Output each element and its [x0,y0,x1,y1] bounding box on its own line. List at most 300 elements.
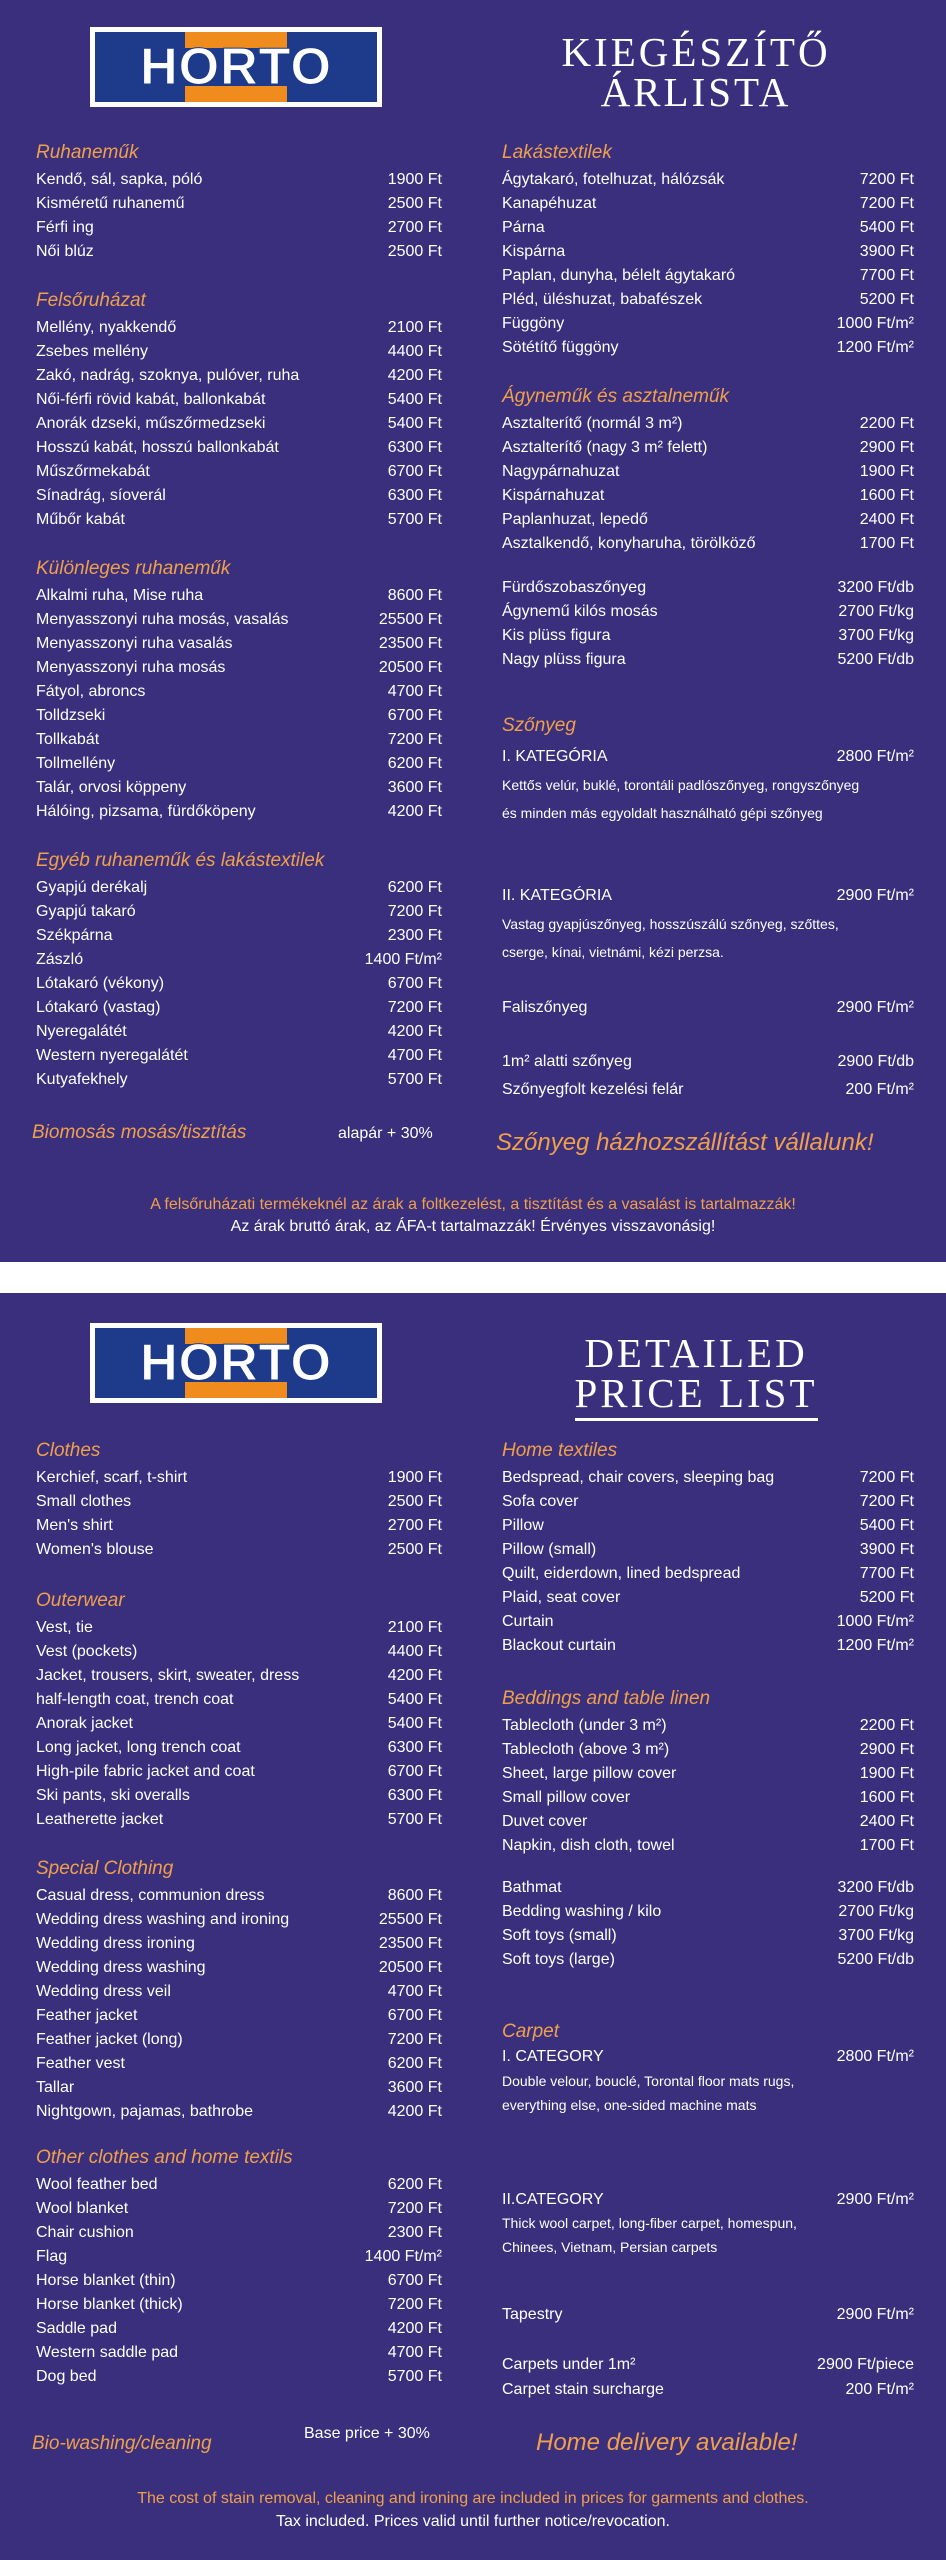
item-price: 3700 Ft/kg [838,627,914,644]
item-price: 2900 Ft/m² [836,2306,914,2323]
item-price: 7200 Ft [387,2200,442,2217]
price-row [36,508,442,532]
price-row [502,412,914,436]
price-row [36,776,442,800]
page-title [486,29,906,115]
carpet-stain [502,1078,914,1102]
item-name: Jacket, trousers, skirt, sweater, dress [36,1667,300,1684]
item-name: Mellény, nyakkendő [36,319,177,336]
carpet-small [502,1050,914,1074]
price-row [36,2269,442,2293]
item-price: 5400 Ft [387,1691,442,1708]
item-name: Vest (pockets) [36,1643,138,1660]
item-price: 7200 Ft [859,1469,914,1486]
item-name: Pléd, üléshuzat, babafészek [502,291,703,308]
item-price: 1900 Ft [387,1469,442,1486]
price-row [36,656,442,680]
item-price: 7200 Ft [387,2031,442,2048]
item-price: 4700 Ft [387,2344,442,2361]
item-name: Menyasszonyi ruha vasalás [36,635,233,652]
price-row [502,168,914,192]
item-price: 6300 Ft [387,1739,442,1756]
price-row [36,436,442,460]
item-price: 23500 Ft [378,1935,442,1952]
price-row [502,624,914,648]
item-name: Sínadrág, síoverál [36,487,166,504]
item-price: 6200 Ft [387,755,442,772]
item-price: 3600 Ft [387,779,442,796]
price-row [502,1924,914,1948]
item-price: 3700 Ft/kg [838,1927,914,1944]
item-price: 2800 Ft/m² [836,748,914,765]
price-row [36,2028,442,2052]
item-name: Bathmat [502,1879,562,1896]
item-name: Quilt, eiderdown, lined bedspread [502,1565,741,1582]
price-list-english [0,1293,946,2560]
price-row [502,648,914,672]
price-row [36,1514,442,1538]
item-name: Gyapjú takaró [36,903,136,920]
item-name: Paplanhuzat, lepedő [502,511,648,528]
item-name: Bedding washing / kilo [502,1903,662,1920]
price-row [36,2052,442,2076]
item-price: 1600 Ft [859,487,914,504]
item-name: Kisméretű ruhanemű [36,195,185,212]
price-row [36,1466,442,1490]
title-line-1: KIEGÉSZÍTŐ [561,29,831,75]
item-name: Tablecloth (under 3 m²) [502,1717,667,1734]
item-name: Wedding dress veil [36,1983,171,2000]
item-price: 4200 Ft [387,803,442,820]
price-row [36,216,442,240]
price-row [502,264,914,288]
item-name: Nightgown, pajamas, bathrobe [36,2103,254,2120]
carpet-category-1 [502,745,914,769]
item-name: Kanapéhuzat [502,195,597,212]
carpet-wall [502,2303,914,2327]
price-row [36,1760,442,1784]
carpet-category-2 [502,884,914,908]
item-price: 2700 Ft/kg [838,603,914,620]
item-name: Asztalkendő, konyharuha, törölköző [502,535,756,552]
price-row [502,1466,914,1490]
item-name: Műbőr kabát [36,511,125,528]
item-name: Alkalmi ruha, Mise ruha [36,587,204,604]
item-price: 3600 Ft [387,2079,442,2096]
section-heading-felsoruhazat: Felsőruházat [36,290,146,311]
item-name: Szőnyegfolt kezelési felár [502,1081,684,1098]
item-name: Vest, tie [36,1619,93,1636]
item-name: Kispárnahuzat [502,487,605,504]
item-name: Függöny [502,315,565,332]
price-row [36,728,442,752]
item-name: Nyeregalátét [36,1023,127,1040]
price-row [502,1900,914,1924]
price-row [502,1810,914,1834]
price-row [36,2076,442,2100]
price-row [36,2365,442,2389]
section-heading-home-textiles: Home textiles [502,1440,618,1461]
item-name: Gyapjú derékalj [36,879,148,896]
item-price: 1000 Ft/m² [836,1613,914,1630]
item-name: Tablecloth (above 3 m²) [502,1741,670,1758]
carpet-category-2-note: Thick wool carpet, long-fiber carpet, homespun, Chinees, Vietnam, Persian carpets [502,2215,797,2255]
item-price: 2900 Ft [859,1741,914,1758]
delivery-notice: Home delivery available! [536,2429,798,2456]
item-price: 5700 Ft [387,1071,442,1088]
price-row [502,1738,914,1762]
item-price: 2500 Ft [387,243,442,260]
item-name: Székpárna [36,927,113,944]
item-name: Fátyol, abroncs [36,683,146,700]
item-name: Western nyeregalátét [36,1047,188,1064]
item-name: Plaid, seat cover [502,1589,621,1606]
item-price: 6700 Ft [387,2007,442,2024]
price-row [36,1884,442,1908]
item-price: 8600 Ft [387,1887,442,1904]
item-price: 2700 Ft [387,1517,442,1534]
item-name: Napkin, dish cloth, towel [502,1837,675,1854]
item-name: I. KATEGÓRIA [502,748,608,765]
item-price: 5400 Ft [859,1517,914,1534]
item-name: II.CATEGORY [502,2191,604,2208]
price-row [502,1610,914,1634]
item-price: 2900 Ft/m² [836,887,914,904]
item-price: 20500 Ft [378,1959,442,1976]
price-row [36,1784,442,1808]
item-name: 1m² alatti szőnyeg [502,1053,632,1070]
item-price: 2400 Ft [859,511,914,528]
price-row [36,2100,442,2124]
item-price: 4200 Ft [387,367,442,384]
item-price: 2900 Ft/m² [836,2191,914,2208]
item-name: Talár, orvosi köppeny [36,779,187,796]
price-row [502,600,914,624]
item-name: Wedding dress ironing [36,1935,195,1952]
price-row [36,608,442,632]
item-name: Wool feather bed [36,2176,158,2193]
price-row [36,704,442,728]
item-price: 6200 Ft [387,2055,442,2072]
item-name: Asztalterítő (nagy 3 m² felett) [502,439,708,456]
logo-text: HORTO [140,38,332,96]
price-row [502,240,914,264]
item-price: 6700 Ft [387,463,442,480]
item-name: Flag [36,2248,68,2265]
item-name: Men's shirt [36,1517,113,1534]
item-price: 3200 Ft/db [837,579,914,596]
price-row [36,168,442,192]
item-price: 1900 Ft [387,171,442,188]
item-price: 200 Ft/m² [845,2381,914,2398]
price-row [36,680,442,704]
item-name: Wool blanket [36,2200,129,2217]
price-row [502,1948,914,1972]
price-row [502,1876,914,1900]
item-price: 2900 Ft/piece [817,2356,914,2373]
price-row [36,2004,442,2028]
item-name: I. CATEGORY [502,2048,604,2065]
item-price: 5400 Ft [859,219,914,236]
section-heading-other-clothes-and-home-textils: Other clothes and home textils [36,2147,293,2168]
item-price: 2900 Ft [859,439,914,456]
item-name: Wedding dress washing [36,1959,206,1976]
item-price: 2700 Ft/kg [838,1903,914,1920]
item-name: Small pillow cover [502,1789,631,1806]
item-price: 2300 Ft [387,2224,442,2241]
price-row [502,576,914,600]
item-name: Western saddle pad [36,2344,179,2361]
item-price: 200 Ft/m² [845,1081,914,1098]
item-price: 4400 Ft [387,1643,442,1660]
price-row [36,924,442,948]
item-name: Dog bed [36,2368,97,2385]
item-name: Tapestry [502,2306,563,2323]
section-heading-agynemuk-es-asztalnemuk: Ágyneműk és asztalneműk [502,386,730,407]
item-name: II. KATEGÓRIA [502,887,612,904]
price-row [502,1634,914,1658]
item-price: 1400 Ft/m² [364,2248,442,2265]
item-price: 5200 Ft [859,291,914,308]
price-row [36,1736,442,1760]
price-row [36,2221,442,2245]
item-name: Pillow (small) [502,1541,597,1558]
item-price: 7200 Ft [387,2296,442,2313]
item-price: 5200 Ft [859,1589,914,1606]
horto-logo [90,27,382,107]
section-heading-lakastextilek: Lakástextilek [502,142,612,163]
carpet-category-2 [502,2188,914,2212]
item-price: 3900 Ft [859,1541,914,1558]
footer-validity: Tax included. Prices valid until further notice/revocation. [276,2513,670,2530]
item-price: 7200 Ft [859,171,914,188]
item-name: Műszőrmekabát [36,463,150,480]
item-price: 5400 Ft [387,415,442,432]
item-price: 6300 Ft [387,1787,442,1804]
item-price: 2100 Ft [387,319,442,336]
price-row [36,1664,442,1688]
item-name: Zakó, nadrág, szoknya, pulóver, ruha [36,367,300,384]
item-name: Tollkabát [36,731,100,748]
item-name: Blackout curtain [502,1637,616,1654]
item-price: 2800 Ft/m² [836,2048,914,2065]
carpet-category-1 [502,2045,914,2069]
price-row [36,1640,442,1664]
item-price: 7200 Ft [859,195,914,212]
item-name: Long jacket, long trench coat [36,1739,241,1756]
price-row [36,1044,442,1068]
price-row [36,2341,442,2365]
item-name: Feather jacket [36,2007,138,2024]
bio-washing-price: Base price + 30% [304,2425,430,2442]
item-price: 1700 Ft [859,1837,914,1854]
price-row [36,1808,442,1832]
item-price: 6700 Ft [387,975,442,992]
price-row [36,316,442,340]
item-price: 7700 Ft [859,1565,914,1582]
price-row [502,508,914,532]
item-name: Tallar [36,2079,75,2096]
item-name: Hosszú kabát, hosszú ballonkabát [36,439,279,456]
price-row [502,1562,914,1586]
item-name: Horse blanket (thick) [36,2296,183,2313]
item-price: 2400 Ft [859,1813,914,1830]
price-row [36,240,442,264]
item-name: Soft toys (small) [502,1927,617,1944]
bio-washing-label: Bio-washing/cleaning [32,2433,212,2454]
carpet-category-1-note: Kettős velúr, buklé, torontáli padlószőnyeg, rongyszőnyeg és minden más egyoldalt használható gépi szőnyeg [502,777,860,821]
item-name: Leatherette jacket [36,1811,164,1828]
item-name: Nagy plüss figura [502,651,626,668]
item-name: Women's blouse [36,1541,154,1558]
price-row [36,340,442,364]
item-name: Asztalterítő (normál 3 m²) [502,415,683,432]
item-price: 6300 Ft [387,487,442,504]
item-price: 4700 Ft [387,683,442,700]
item-price: 25500 Ft [378,1911,442,1928]
item-name: Párna [502,219,545,236]
item-price: 2100 Ft [387,1619,442,1636]
item-name: Faliszőnyeg [502,999,588,1016]
item-name: Nagypárnahuzat [502,463,620,480]
price-row [502,336,914,360]
item-price: 2500 Ft [387,195,442,212]
price-row [36,2293,442,2317]
price-row [502,1786,914,1810]
section-heading-outerwear: Outerwear [36,1590,125,1611]
item-price: 1200 Ft/m² [836,1637,914,1654]
item-price: 1000 Ft/m² [836,315,914,332]
section-heading-kulonleges-ruhanemuk: Különleges ruhaneműk [36,558,231,579]
price-row [36,192,442,216]
item-price: 7200 Ft [859,1493,914,1510]
section-heading-special-clothing: Special Clothing [36,1858,174,1879]
price-row [36,460,442,484]
price-row [36,1712,442,1736]
price-row [502,1834,914,1858]
item-price: 5700 Ft [387,2368,442,2385]
carpet-small [502,2353,914,2377]
price-row [36,752,442,776]
carpet-stain [502,2378,914,2402]
item-price: 1900 Ft [859,463,914,480]
item-name: Kendő, sál, sapka, póló [36,171,203,188]
item-name: Soft toys (large) [502,1951,615,1968]
item-price: 2200 Ft [859,1717,914,1734]
price-row [36,1538,442,1562]
item-price: 3900 Ft [859,243,914,260]
item-price: 2900 Ft/m² [836,999,914,1016]
item-name: Fürdőszobaszőnyeg [502,579,647,596]
price-row [502,1538,914,1562]
item-name: Női-férfi rövid kabát, ballonkabát [36,391,266,408]
item-price: 2500 Ft [387,1493,442,1510]
price-list-hungarian [0,0,946,1262]
item-name: Anorák dzseki, műszőrmedzseki [36,415,266,432]
item-name: Chair cushion [36,2224,134,2241]
item-price: 2900 Ft/db [837,1053,914,1070]
item-name: Női blúz [36,243,94,260]
price-row [502,1514,914,1538]
item-name: Feather vest [36,2055,125,2072]
price-row [36,996,442,1020]
price-row [36,412,442,436]
item-price: 6300 Ft [387,439,442,456]
carpet-category-1-note: Double velour, bouclé, Torontal floor mats rugs, everything else, one-sided machine mats [502,2073,795,2113]
price-row [36,1932,442,1956]
price-row [36,1688,442,1712]
footer-note: The cost of stain removal, cleaning and ironing are included in prices for garments and clothes. [137,2490,809,2507]
price-row [502,1714,914,1738]
title-line-1: DETAILED [584,1330,808,1376]
carpet-wall [502,996,914,1020]
item-name: Horse blanket (thin) [36,2272,176,2289]
logo-text: HORTO [140,1334,332,1392]
price-row [36,1068,442,1092]
item-price: 23500 Ft [378,635,442,652]
item-name: Férfi ing [36,219,94,236]
item-name: Feather jacket (long) [36,2031,183,2048]
item-price: 1900 Ft [859,1765,914,1782]
section-heading-ruhanemuk: Ruhaneműk [36,142,139,163]
item-name: Zászló [36,951,84,968]
item-name: Menyasszonyi ruha mosás, vasalás [36,611,289,628]
item-name: Sofa cover [502,1493,579,1510]
item-name: Sötétítő függöny [502,339,619,356]
item-price: 6700 Ft [387,1763,442,1780]
item-name: Zsebes mellény [36,343,149,360]
footer-validity: Az árak bruttó árak, az ÁFA-t tartalmazzák! Érvényes visszavonásig! [230,1218,716,1235]
item-price: 2300 Ft [387,927,442,944]
item-name: Curtain [502,1613,554,1630]
price-row [502,484,914,508]
item-name: Lótakaró (vékony) [36,975,165,992]
price-row [36,948,442,972]
item-price: 1700 Ft [859,535,914,552]
price-row [502,192,914,216]
price-row [502,532,914,556]
price-row [36,972,442,996]
price-row [502,216,914,240]
horto-logo [90,1323,382,1403]
section-heading-beddings-and-table-linen: Beddings and table linen [502,1688,711,1709]
item-name: Sheet, large pillow cover [502,1765,677,1782]
item-price: 1600 Ft [859,1789,914,1806]
price-row [502,288,914,312]
bio-washing-price: alapár + 30% [338,1125,433,1142]
section-heading-egyeb-ruhanemuk-es-lakastextilek: Egyéb ruhaneműk és lakástextilek [36,850,325,871]
item-price: 5700 Ft [387,1811,442,1828]
item-price: 4200 Ft [387,1667,442,1684]
carpet-heading: Szőnyeg [502,715,576,736]
item-name: Kutyafekhely [36,1071,128,1088]
price-row [36,1908,442,1932]
item-name: Paplan, dunyha, bélelt ágytakaró [502,267,736,284]
price-row [502,1762,914,1786]
item-name: Menyasszonyi ruha mosás [36,659,226,676]
carpet-heading: Carpet [502,2021,560,2042]
price-row [502,1490,914,1514]
item-price: 7200 Ft [387,731,442,748]
price-row [36,900,442,924]
section-heading-clothes: Clothes [36,1440,101,1461]
title-line-2: PRICE LIST [575,1370,818,1421]
item-name: Pillow [502,1517,544,1534]
price-row [36,584,442,608]
item-price: 6200 Ft [387,2176,442,2193]
item-name: Saddle pad [36,2320,117,2337]
price-row [36,2197,442,2221]
